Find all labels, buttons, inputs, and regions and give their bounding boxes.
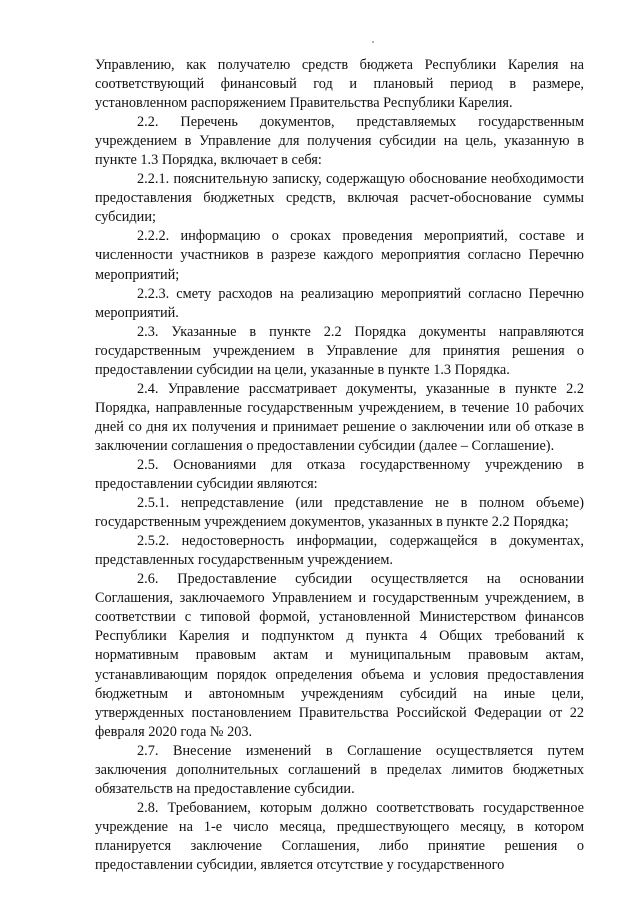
paragraph-2-8: 2.8. Требованием, которым должно соответствовать государственное учреждение на 1-е число месяца, предшествующего месяцу, в котором планируется заключение Соглашения, либо принятие решения о предоставлении субсидии, является отсутствие у государственного bbox=[95, 799, 584, 873]
paragraph-2-2: 2.2. Перечень документов, представляемых государственным учреждением в Управление для получения субсидии на цель, указанную в пункте 1.3 Порядка, включает в себя: bbox=[95, 114, 584, 169]
paragraph-2-4: 2.4. Управление рассматривает документы, указанные в пункте 2.2 Порядка, направленные государственным учреждением, в течение 10 рабочих дней со дня их получения и принимает решение о заключении или об отказе в заключении соглашения о предоставлении субсидии (далее – Соглашение). bbox=[95, 380, 584, 454]
paragraph-2-6: 2.6. Предоставление субсидии осуществляется на основании Соглашения, заключаемого Управлением и государственным учреждением, в соответствии с типовой формой, установленной Министерством финансов Республики Карелия и подпунктом д пункта 4 Общих требований к нормативным правовым актам и муниципальным правовым актам, устанавливающим порядок определения объема и условия предоставления бюджетным и автономным учреждениям субсидий на иные цели, утвержденных постановлением Правительства Российской Федерации от 22 февраля 2020 года № 203. bbox=[95, 571, 584, 740]
paragraph-2-2-1: 2.2.1. пояснительную записку, содержащую обоснование необходимости предоставления бюджетных средств, включая расчет-обоснование суммы субсидии; bbox=[95, 171, 584, 226]
scan-speck bbox=[372, 41, 374, 43]
paragraph-continuation: Управлению, как получателю средств бюджета Республики Карелия на соответствующий финансовый год и плановый период в размере, установленном распоряжением Правительства Республики Карелия. bbox=[95, 57, 584, 112]
paragraph-2-2-2: 2.2.2. информацию о сроках проведения мероприятий, составе и численности участников в разрезе каждого мероприятия согласно Перечню мероприятий; bbox=[95, 228, 584, 283]
paragraph-2-5: 2.5. Основаниями для отказа государственному учреждению в предоставлении субсидии являются: bbox=[95, 456, 584, 493]
document-body bbox=[95, 56, 584, 875]
paragraph-2-7: 2.7. Внесение изменений в Соглашение осуществляется путем заключения дополнительных соглашений в пределах лимитов бюджетных обязательств на предоставление субсидии. bbox=[95, 742, 584, 797]
paragraph-2-5-2: 2.5.2. недостоверность информации, содержащейся в документах, представленных государственным учреждением. bbox=[95, 533, 584, 569]
paragraph-2-3: 2.3. Указанные в пункте 2.2 Порядка документы направляются государственным учреждением в Управление для принятия решения о предоставлении субсидии на цели, указанные в пункте 1.3 Порядка. bbox=[95, 323, 584, 378]
paragraph-2-5-1: 2.5.1. непредставление (или представление не в полном объеме) государственным учреждением документов, указанных в пункте 2.2 Порядка; bbox=[95, 495, 584, 531]
paragraph-2-2-3: 2.2.3. смету расходов на реализацию мероприятий согласно Перечню мероприятий. bbox=[95, 285, 584, 321]
